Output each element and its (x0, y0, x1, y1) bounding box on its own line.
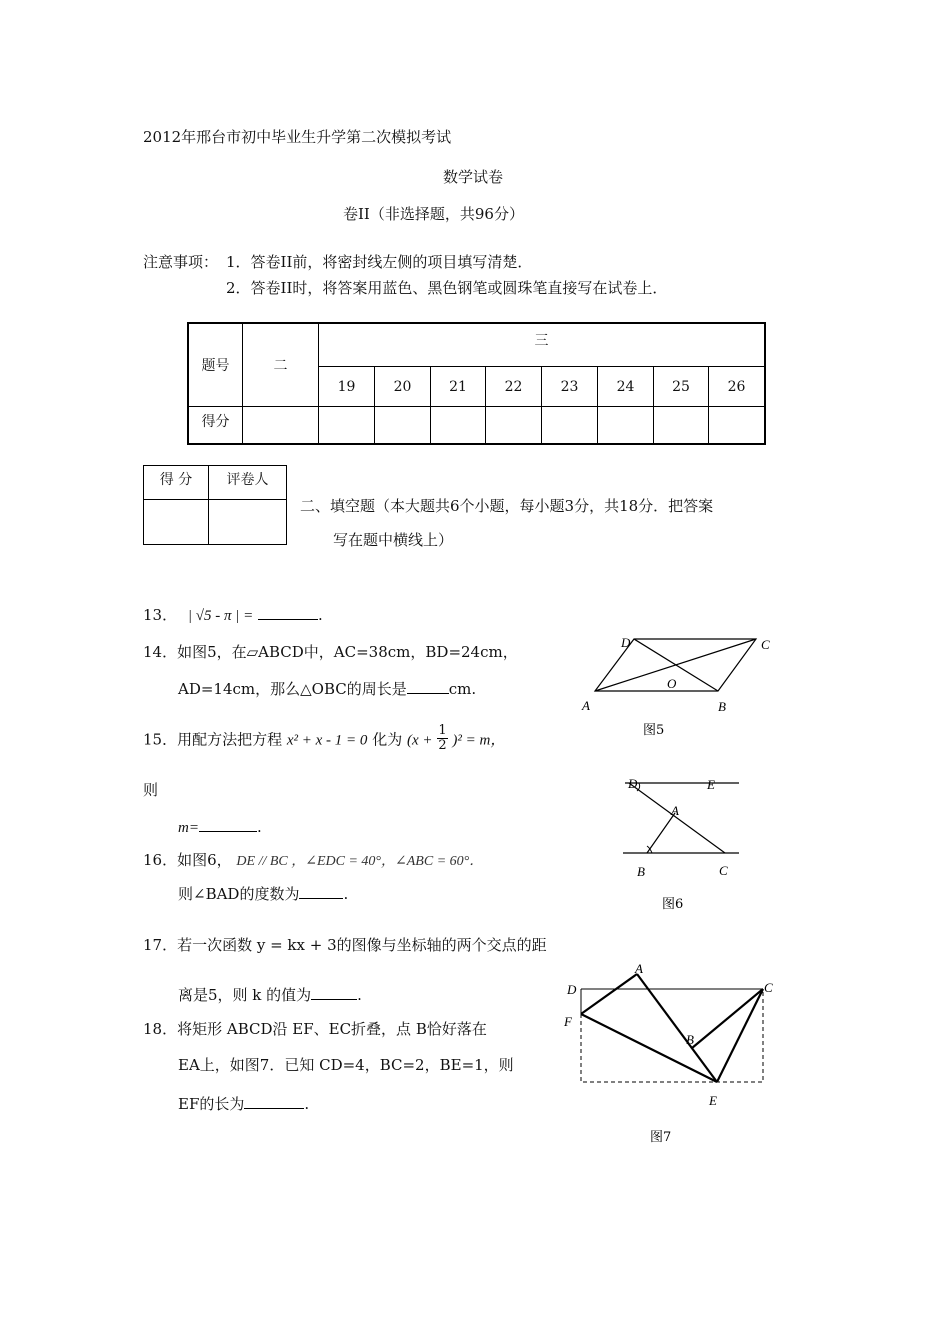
fig7-label-D: D (567, 982, 577, 997)
q15-form-a: (x + (407, 732, 433, 749)
question-number-cell: 26 (709, 367, 766, 407)
fig6-label-B: B (637, 864, 645, 879)
q15-line3 (178, 817, 262, 837)
figure-6-parallel-lines (615, 772, 750, 912)
figure-5-parallelogram (575, 630, 785, 745)
fig7-label-B: B (686, 1032, 694, 1047)
q15-equation: x² + x - 1 = 0 (286, 732, 368, 749)
q16-answer-blank[interactable] (299, 884, 343, 899)
grader-box (143, 465, 287, 545)
question-number-cell: 22 (486, 367, 542, 407)
q15-fraction (437, 724, 447, 753)
fig6-label-C: C (719, 863, 728, 878)
fig6-label-D: D (628, 776, 638, 791)
score-input-cell[interactable] (375, 407, 431, 444)
q16-period: . (343, 885, 349, 903)
q15-answer-blank[interactable] (199, 817, 257, 832)
figure-7-folded-rectangle (555, 955, 785, 1150)
q14-text: AD=14cm，那么△OBC的周长是 (178, 680, 407, 698)
question-number-cell: 24 (598, 367, 654, 407)
notes-item-1: 1．答卷II前，将密封线左侧的项目填写清楚． (226, 253, 533, 271)
q13-number: 13． (143, 606, 178, 624)
fig6-label-A: A (671, 803, 679, 818)
q14-line2 (178, 678, 476, 699)
fig6-caption: 图6 (662, 897, 684, 912)
score-input-cell[interactable] (319, 407, 375, 444)
q17-period: . (357, 986, 362, 1004)
q18-text: EF的长为 (178, 1095, 245, 1113)
fig5-label-C: C (761, 637, 770, 652)
q16-line1 (143, 849, 483, 870)
fig7-caption: 图7 (650, 1130, 672, 1145)
notes-item-2: 2．答卷II时，将答案用蓝色、黑色钢笔或圆珠笔直接写在试卷上． (226, 279, 668, 297)
exam-title: 2012年邢台市初中毕业生升学第二次模拟考试 (143, 128, 452, 146)
volume-title: 卷II（非选择题，共96分） (343, 205, 524, 223)
q15-frac-num: 1 (438, 723, 447, 738)
question-number-cell: 25 (654, 367, 709, 407)
q15-m-label: m= (178, 820, 199, 836)
score-label-cell: 得分 (188, 407, 243, 444)
score-input-cell[interactable] (598, 407, 654, 444)
subject-title: 数学试卷 (443, 168, 504, 186)
q17-answer-blank[interactable] (311, 985, 357, 1000)
row-header-cell: 题号 (188, 323, 243, 407)
q13-period: . (318, 606, 323, 624)
grader-score-label: 得 分 (144, 466, 209, 500)
fig5-label-A: A (582, 698, 590, 713)
notes-label: 注意事项： (143, 253, 219, 271)
score-input-cell[interactable] (243, 407, 319, 444)
fig6-label-E: E (707, 777, 715, 792)
fig7-label-C: C (764, 980, 773, 995)
q15-prefix: 15．用配方法把方程 (143, 730, 283, 749)
q16-condition: DE // BC ，∠EDC = 40°，∠ABC = 60°． (236, 854, 484, 869)
score-input-cell[interactable] (654, 407, 709, 444)
q15-frac-den: 2 (438, 738, 447, 753)
q16-text: 则∠BAD的度数为 (178, 885, 300, 903)
section2-cell: 二 (243, 323, 319, 407)
q17-text: 离是5，则 k 的值为 (178, 986, 312, 1004)
grader-score-input[interactable] (144, 500, 209, 545)
q14-answer-blank[interactable] (407, 679, 449, 694)
question-number-cell: 21 (431, 367, 486, 407)
fig7-label-E: E (709, 1093, 717, 1108)
q17-line2 (178, 984, 362, 1005)
q13-answer-blank[interactable] (258, 605, 318, 620)
q18-period: . (304, 1095, 310, 1113)
q17-line1: 17．若一次函数 y = kx + 3的图像与坐标轴的两个交点的距 (143, 936, 547, 954)
grader-name-input[interactable] (209, 500, 287, 545)
score-table (187, 322, 766, 445)
q15-period: . (256, 818, 262, 836)
fig7-label-A: A (635, 961, 643, 976)
question-13 (143, 604, 323, 625)
q15-form-b: )² = m， (452, 732, 506, 749)
fig7-label-F: F (564, 1014, 572, 1029)
fig5-label-B: B (718, 699, 726, 714)
fig5-label-D: D (621, 635, 631, 650)
q15-line2: 则 (143, 781, 159, 799)
q16-prefix: 16．如图6， (143, 851, 232, 869)
q15-line1 (143, 723, 506, 755)
grader-name-label: 评卷人 (209, 466, 287, 500)
section3-cell: 三 (319, 323, 766, 367)
q16-line2 (178, 883, 348, 904)
section-heading-line2: 写在题中横线上） (333, 531, 454, 549)
score-input-cell[interactable] (542, 407, 598, 444)
q13-expression: | √5 - π | = (187, 608, 254, 624)
fig5-caption: 图5 (643, 723, 665, 738)
question-number-cell: 20 (375, 367, 431, 407)
fig5-label-O: O (667, 676, 677, 691)
score-input-cell[interactable] (431, 407, 486, 444)
score-input-cell[interactable] (486, 407, 542, 444)
q15-mid: 化为 (372, 730, 403, 749)
q18-line3 (178, 1093, 309, 1114)
section-heading-line1: 二、填空题（本大题共6个小题，每小题3分，共18分．把答案 (300, 497, 714, 515)
q18-line1: 18．将矩形 ABCD沿 EF、EC折叠，点 B恰好落在 (143, 1020, 487, 1038)
q14-unit: cm. (448, 680, 477, 698)
score-input-cell[interactable] (709, 407, 766, 444)
question-number-cell: 19 (319, 367, 375, 407)
q18-line2: EA上，如图7．已知 CD=4，BC=2，BE=1，则 (178, 1056, 514, 1074)
q14-line1: 14．如图5，在▱ABCD中，AC=38cm，BD=24cm， (143, 643, 518, 661)
q18-answer-blank[interactable] (244, 1094, 304, 1109)
question-number-cell: 23 (542, 367, 598, 407)
